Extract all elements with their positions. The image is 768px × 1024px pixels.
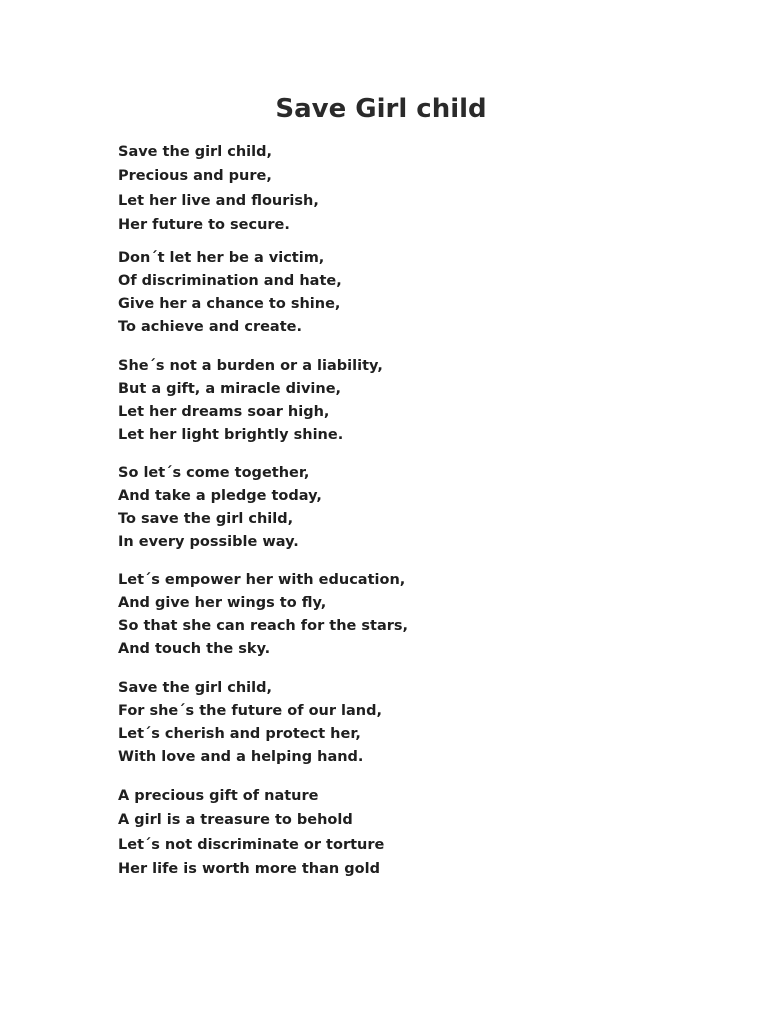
poem-line: To save the girl child, — [118, 511, 294, 527]
poem-line: Let´s empower her with education, — [118, 572, 406, 588]
stanza-1 — [118, 140, 538, 237]
poem-line: Let her dreams soar high, — [118, 404, 330, 420]
poem-line: Let her live and flourish, — [118, 192, 319, 209]
poem-line: A precious gift of nature — [118, 788, 319, 804]
poem-line: Of discrimination and hate, — [118, 273, 342, 289]
stanza-6 — [118, 677, 538, 769]
poem-line: Save the girl child, — [118, 680, 272, 696]
stanza-5 — [118, 569, 538, 661]
poem-line: And give her wings to fly, — [118, 595, 327, 611]
poem-line: Let´s cherish and protect her, — [118, 726, 361, 742]
poem-line: But a gift, a miracle divine, — [118, 381, 342, 397]
poem-line: Let her light brightly shine. — [118, 427, 344, 443]
poem-line: And take a pledge today, — [118, 488, 322, 504]
poem-line: Give her a chance to shine, — [118, 296, 341, 312]
stanza-3 — [118, 355, 538, 447]
stanza-2 — [118, 247, 538, 339]
poem-line: Save the girl child, — [118, 144, 272, 160]
poem-line: And touch the sky. — [118, 641, 271, 657]
poem-line: For she´s the future of our land, — [118, 703, 383, 719]
poem-line: Precious and pure, — [118, 168, 272, 185]
poem-line: She´s not a burden or a liability, — [118, 358, 383, 374]
poem-line: Her future to secure. — [118, 216, 290, 233]
poem-line: In every possible way. — [118, 534, 299, 550]
stanza-7 — [118, 784, 538, 881]
stanza-4 — [118, 462, 538, 554]
poem-line: Don´t let her be a victim, — [118, 250, 325, 266]
poem-line: Her life is worth more than gold — [118, 860, 380, 877]
poem-line: Let´s not discriminate or torture — [118, 836, 385, 853]
poem-line: With love and a helping hand. — [118, 749, 364, 765]
poem-line: To achieve and create. — [118, 319, 302, 335]
poem-line: A girl is a treasure to behold — [118, 812, 353, 829]
poem-line: So that she can reach for the stars, — [118, 618, 409, 634]
poem-line: So let´s come together, — [118, 465, 310, 481]
page-title: Save Girl child — [275, 94, 487, 124]
